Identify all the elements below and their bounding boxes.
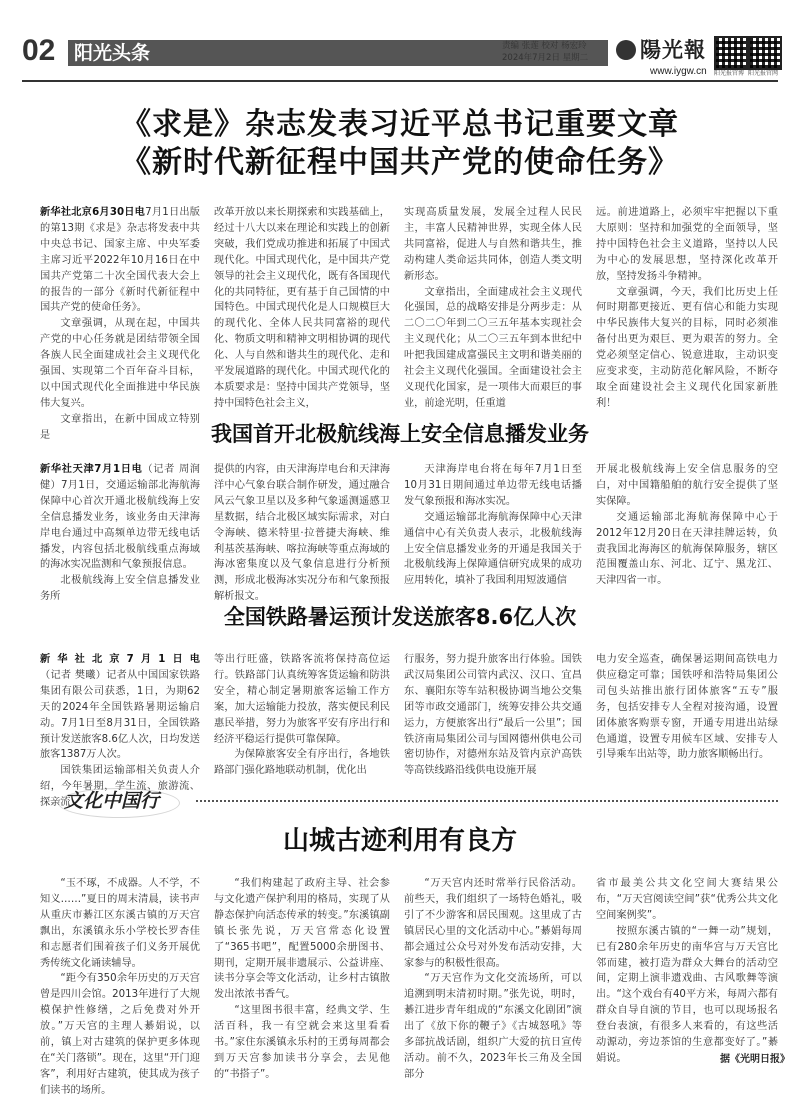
qr-caption: 阳光报官网 [748, 70, 779, 77]
article4-column1 [40, 876, 200, 1096]
header-rule [22, 80, 778, 82]
source-credit: 据《光明日报》 [720, 1054, 790, 1065]
paragraph: 记者从中国国家铁路集团有限公司获悉，1日，为期62天的2024年全国铁路暑期运输启动。7月1日至8月31日，全国铁路预计发送旅客8.6亿人次，日均发送旅客1387万人次。 [40, 669, 200, 761]
logo-text: 陽光報 [640, 37, 706, 62]
paragraph: 省市最美公共文化空间大赛结果公布，“万天宫阅读空间”获“优秀公共文化空间案例奖”。 [596, 878, 778, 921]
paragraph: 按照东溪古镇的“一舞一动”规划，已有280余年历史的南华宫与万天宫比邻而建，被打造为群众大舞台的活动空间，定期上演非遗戏曲、古风歌舞等演出。“这个戏台有40平方米，每周六都有群众自导自演的节目，也可以现场报名登台表演，有很多人来看的，有这些活动源动，旁边茶馆的生意都变好了。”綦娟说。 [596, 925, 778, 1064]
dateline: 新华社北京7月1日电 [40, 654, 200, 665]
article4-column3 [404, 876, 582, 1080]
article3-column4 [596, 652, 778, 770]
paragraph: 文章指出，全面建成社会主义现代化强国，总的战略安排是分两步走：从二〇二〇年到二〇三五年基本实现社会主义现代化；从二〇三五年到本世纪中叶把我国建成富强民主文明和谐美丽的社会主义现代化强国。全面建设社会主义现代化国家，是一项伟大而艰巨的事业，前途光明，任重道 [404, 286, 582, 409]
article2-column3 [404, 462, 582, 587]
article1-column2 [214, 205, 390, 409]
website-url: www.iygw.cn [650, 66, 707, 77]
paragraph: “万天宫内还时常举行民俗活动。前些天，我们组织了一场特色婚礼，吸引了不少游客和居民围观。这里成了古镇居民心里的文化活动中心。”綦娟每周都会通过公众号对外发布活动安排，大家参与的积极性很高。 [404, 878, 582, 969]
editor-info [502, 40, 588, 64]
paragraph: “我们构建起了政府主导、社会参与文化遗产保护利用的格局，实现了从静态保护向活态传承的转变。”东溪镇副镇长张先说，万天宫常态化设置了“365书吧”，配置5000余册图书、期刊，定期开展非遗展示、公益讲座、读书分享会等文化活动，让乡村古镇散发出浓浓书香气。 [214, 878, 390, 1001]
article1-title-line2: 《新时代新征程中国共产党的使命任务》 [121, 145, 679, 180]
article1-column1 [40, 205, 200, 441]
paragraph: 远。前进道路上，必须牢牢把握以下重大原则：坚持和加强党的全面领导，坚持中国特色社会主义道路，坚持以人民为中心的发展思想，坚持深化改革开放，坚持发扬斗争精神。 [596, 207, 778, 282]
paragraph: 文章指出，在新中国成立特别是 [40, 413, 200, 441]
section-divider [196, 800, 778, 802]
reporter: （记者 周润健） [40, 464, 200, 491]
article3-column3 [404, 652, 582, 777]
reporter: （记者 樊曦） [40, 669, 107, 681]
paragraph: 实现高质量发展，发展全过程人民民主，丰富人民精神世界，实现全体人民共同富裕，促进人与自然和谐共生，推动构建人类命运共同体，创造人类文明新形态。 [404, 207, 582, 282]
date-line: 2024年7月2日 星期二 [502, 53, 589, 63]
article2-title: 我国首开北极航线海上安全信息播发业务 [211, 422, 589, 446]
paragraph: 7月1日，交通运输部北海航海保障中心首次开通北极航线海上安全信息播发业务，该业务由天津海岸电台通过中高频单边带无线电话播发，内容包括北极航线重点海域的海冰实况监测和气象预报信息。 [40, 479, 200, 571]
editor-line: 责编 张莲 校对 杨宏玲 [502, 41, 587, 51]
article3-column2 [214, 652, 390, 777]
paragraph: 电力安全巡查，确保暑运期间高铁电力供应稳定可靠；国铁呼和浩特局集团公司包头站推出旅行团体旅客“五专”服务，包括安排专人全程对接沟通，设置团体旅客购票专窗，开通专用进出站绿色通道，设置专用候车区域、安排专人引导乘车出站等，助力旅客顺畅出行。 [596, 654, 778, 761]
qr-caption: 阳光报官博 [714, 70, 745, 77]
paragraph: 北极航线海上安全信息播发业务所 [40, 575, 200, 603]
culture-section-banner [58, 782, 188, 822]
paragraph: 天津海岸电台将在每年7月1日至10月31日期间通过单边带无线电话播发气象预报和海冰实况。 [404, 464, 582, 507]
paragraph: 交通运输部北海航海保障中心天津通信中心有关负责人表示，北极航线海上安全信息播发业务的开通是我国关于北极航线海上保障通信研究成果的成功应用转化，填补了我国利用短波通信 [404, 511, 582, 587]
dateline: 新华社天津7月1日电 [40, 464, 143, 475]
paragraph: 行服务，努力提升旅客出行体验。国铁武汉局集团公司管内武汉、汉口、宜昌东、襄阳东等车站积极协调当地公交集团等市政交通部门，统筹安排公共交通运力，方便旅客出行“最后一公里”；国铁济南局集团公司与国网德州供电公司密切协作，对德州东站及管内京沪高铁等高铁线路沿线供电设施开展 [404, 654, 582, 777]
paragraph: 交通运输部北海航海保障中心于2012年12月20日在天津挂牌运转，负责我国北海海区的航海保障服务，辖区范围覆盖山东、河北、辽宁、黑龙江、天津四省一市。 [596, 511, 778, 587]
newspaper-logo [616, 36, 712, 64]
paragraph: 国铁集团运输部相关负责人介绍，今年暑期，学生流、旅游流、探亲流 [40, 765, 200, 809]
article4-title: 山城古迹利用有良方 [282, 826, 517, 856]
page-name: 阳光头条 [74, 42, 151, 64]
paragraph: 7月1日出版的第13期《求是》杂志将发表中共中央总书记、国家主席、中央军委主席习近平2022年10月16日在中国共产党第二十次全国代表大会上的报告的一部分《新时代新征程中国共产党的使命任务》。 [40, 207, 200, 314]
paragraph: 开展北极航线海上安全信息服务的空白，对中国籍船舶的航行安全提供了坚实保障。 [596, 464, 778, 507]
paragraph: 改革开放以来长期探索和实践基础上，经过十八大以来在理论和实践上的创新突破，我们党成功推进和拓展了中国式现代化。中国式现代化，是中国共产党领导的社会主义现代化，既有各国现代化的共同特征，更有基于自己国情的中国特色。中国式现代化是人口规模巨大的现代化、全体人民共同富裕的现代化、物质文明和精神文明相协调的现代化、人与自然和谐共生的现代化、走和平发展道路的现代化。中国式现代化的本质要求是：坚持中国共产党领导，坚持中国特色社会主义， [214, 207, 390, 409]
article1-column4 [596, 205, 778, 409]
paragraph: 文章强调，从现在起，中国共产党的中心任务就是团结带领全国各族人民全面建成社会主义现代化强国、实现第二个百年奋斗目标，以中国式现代化全面推进中华民族伟大复兴。 [40, 318, 200, 409]
paragraph: “这里图书很丰富，经典文学、生活百科，我一有空就会来这里看看书。”家住东溪镇永乐村的王勇每周都会到万天宫参加读书分享会，去见他的“书搭子”。 [214, 1005, 390, 1080]
article2-column4 [596, 462, 778, 587]
paragraph: “玉不琢，不成器。人不学，不知义……”夏日的周末清晨，读书声从重庆市綦江区东溪古镇的万天宫飘出，东溪镇永乐小学校长罗杏佳和志愿者们围着孩子们义务开展优秀传统文化诵读辅导。 [40, 878, 200, 969]
dateline: 新华社北京6月30日电 [40, 207, 146, 218]
sun-logo-icon [616, 40, 636, 60]
paragraph: 为保障旅客安全有序出行，各地铁路部门强化路地联动机制，优化出 [214, 749, 390, 777]
article1-column3 [404, 205, 582, 409]
paragraph: 提供的内容，由天津海岸电台和天津海洋中心气象台联合制作研发，通过融合风云气象卫星以及多种气象遥测遥感卫星数据，结合北极区域实际需求，对白令海峡、德米特里·拉普捷夫海峡、维利基茨基海峡、喀拉海峡等重点海域的海冰密集度以及气象信息进行分析预测，形成北极海冰实况分布和气象预报解析报文。 [214, 464, 390, 603]
article3-title: 全国铁路暑运预计发送旅客8.6亿人次 [223, 605, 577, 629]
article4-column2 [214, 876, 390, 1080]
paragraph: “距今有350余年历史的万天宫曾是四川会馆。2013年进行了大规模保护性修缮，之后免费对外开放。”万天宫的主理人綦娟说，以前，镇上对古建筑的保护更多体现在“关门落锁”。现在，这里“开门迎客”，利用好古建筑，使其成为孩子们读书的场所。 [40, 973, 200, 1096]
article2-column2 [214, 462, 390, 603]
article2-column1 [40, 462, 200, 603]
paragraph: 文章强调，今天，我们比历史上任何时期都更接近、更有信心和能力实现中华民族伟大复兴的目标，同时必须准备付出更为艰巨、更为艰苦的努力。全党必须坚定信心、锐意进取，主动识变应变求变，主动防范化解风险，不断夺取全面建设社会主义现代化国家新胜利！ [596, 286, 778, 409]
qr-code-icon [748, 36, 782, 70]
article1-title-line1: 《求是》杂志发表习近平总书记重要文章 [121, 107, 679, 142]
page-number: 02 [22, 34, 56, 67]
paragraph: 等出行旺盛，铁路客流将保持高位运行。铁路部门认真统筹客货运输和防洪安全，精心制定暑期旅客运输工作方案，加大运输能力投放，落实便民利民惠民举措，努力为旅客平安有序出行和经济平稳运行提供可靠保障。 [214, 654, 390, 745]
qr-code-icon [714, 36, 748, 70]
culture-banner-text: 文化中国行 [64, 790, 160, 812]
paragraph: “万天宫作为文化交流场所，可以追溯到明末清初时期。”张先说，明时，綦江进步青年组成的“东溪文化剧团”演出了《放下你的鞭子》《古城怒吼》等多部抗战话剧，组织广大爱的抗日宣传活动。前不久，2023年长三角及全国部分 [404, 973, 582, 1080]
